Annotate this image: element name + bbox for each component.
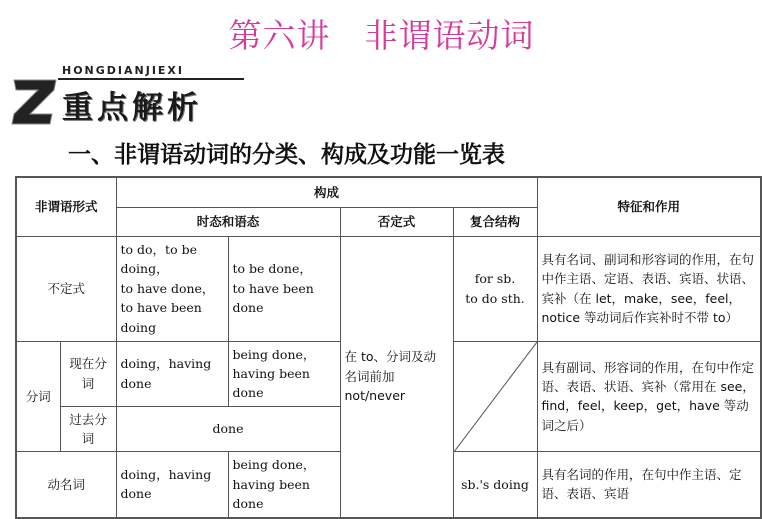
infinitive-passive-line: to be done， <box>232 261 312 277</box>
gerund-active: doing，having done <box>116 452 228 518</box>
gerund-passive-line: being done， <box>232 457 316 473</box>
present-passive-line: having been done <box>232 365 310 401</box>
diagonal-line-icon <box>454 342 537 452</box>
infinitive-compound <box>453 236 537 341</box>
header-composition: 构成 <box>116 177 537 207</box>
present-participle-passive <box>228 341 340 406</box>
infinitive-compound-line: to do sth. <box>465 290 525 306</box>
participle-feature: 具有副词、形容词的作用，在句中作定语、表语、状语、宾补（常用在 see，find，feel，keep，get，have 等动词之后） <box>537 341 761 452</box>
gerund-passive-line: having been done <box>232 476 310 512</box>
nonfinite-verb-table <box>15 176 762 519</box>
negative-form-cell: 在 to、分词及动名词前加 not/never <box>340 236 453 518</box>
participle-compound-empty <box>453 341 537 452</box>
row-label-gerund: 动名词 <box>16 452 116 518</box>
infinitive-active-line: to do，to be doing， <box>120 242 197 277</box>
row-label-past-participle: 过去分词 <box>60 406 116 452</box>
header-negative: 否定式 <box>340 207 453 236</box>
present-participle-active: doing，having done <box>116 341 228 406</box>
page-title: 第六讲 非谓语动词 <box>228 16 535 55</box>
gerund-compound: sb.'s doing <box>453 452 537 518</box>
infinitive-passive-line: to have been done <box>232 280 314 316</box>
row-label-present-participle: 现在分词 <box>60 341 116 406</box>
gerund-passive <box>228 452 340 518</box>
infinitive-passive-forms <box>228 236 340 341</box>
banner-divider <box>58 78 244 80</box>
infinitive-active-line: to have done， <box>120 280 215 296</box>
gerund-feature: 具有名词的作用，在句中作主语、定语、表语、宾语 <box>537 452 761 518</box>
row-label-infinitive: 不定式 <box>16 236 116 341</box>
header-tense-voice: 时态和语态 <box>116 207 340 236</box>
row-label-participle: 分词 <box>16 341 60 452</box>
present-passive-line: being done， <box>232 346 316 362</box>
section-heading: 重点解析 <box>62 90 202 126</box>
section-subtitle: 一、非谓语动词的分类、构成及功能一览表 <box>68 142 505 168</box>
header-form: 非谓语形式 <box>16 177 116 236</box>
infinitive-compound-line: for sb. <box>474 271 516 287</box>
banner-pinyin: HONGDIANJIEXI <box>62 64 185 77</box>
infinitive-feature: 具有名词、副词和形容词的作用，在句中作主语、定语、表语、宾语、状语、宾补（在 let，make，see，feel，notice 等动词后作宾补时不带 to） <box>537 236 761 341</box>
infinitive-active-forms <box>116 236 228 341</box>
infinitive-active-line: to have been doing <box>120 300 202 335</box>
z-logo-icon <box>10 74 60 126</box>
header-feature: 特征和作用 <box>537 177 761 236</box>
header-compound: 复合结构 <box>453 207 537 236</box>
past-participle-form: done <box>116 406 340 452</box>
